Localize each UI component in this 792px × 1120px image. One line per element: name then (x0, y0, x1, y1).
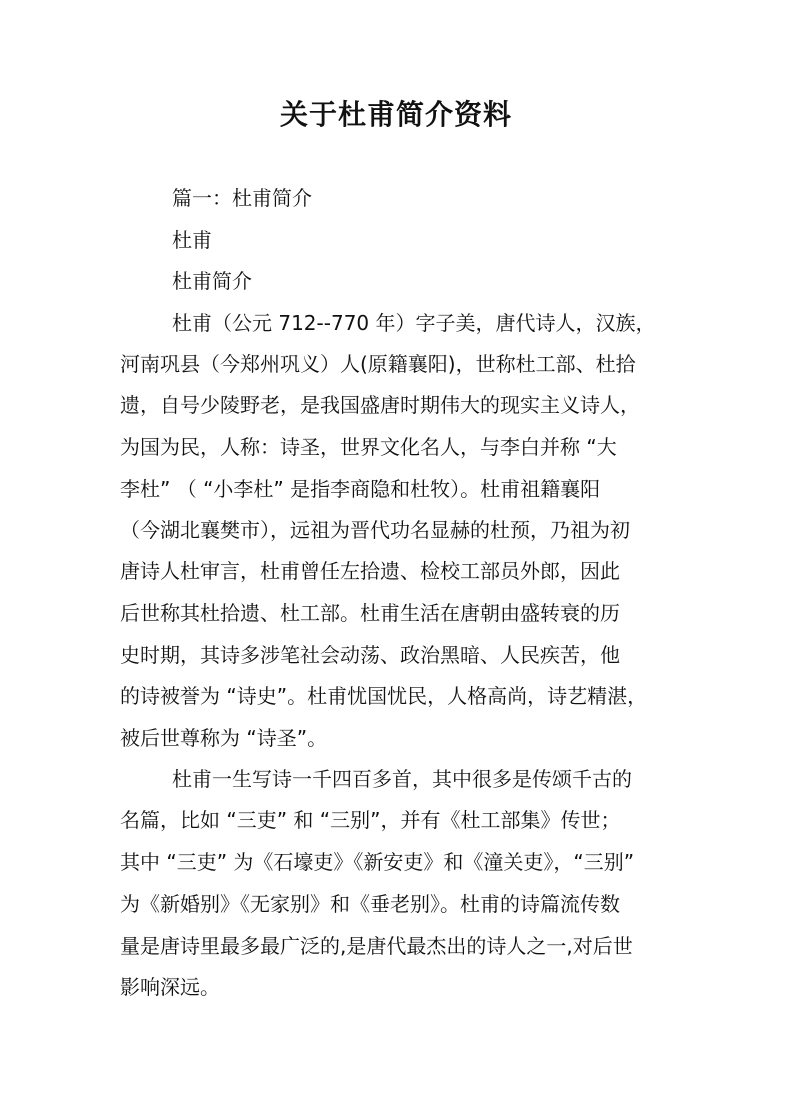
paragraph-line: （今湖北襄樊市），远祖为晋代功名显赫的杜预，乃祖为初 (120, 518, 630, 542)
paragraph-line: 量是唐诗里最多最广泛的,是唐代最杰出的诗人之一,对后世 (120, 934, 633, 958)
paragraph-line: 李杜” （ “小李杜” 是指李商隐和杜牧）。杜甫祖籍襄阳 (120, 477, 601, 501)
paragraph-line: 为《新婚别》《无家别》和《垂老别》。杜甫的诗篇流传数 (120, 892, 620, 916)
paragraph-line: 名篇，比如 “三吏” 和 “三别”，并有《杜工部集》传世； (120, 808, 621, 832)
paragraph-line: 遗，自号少陵野老，是我国盛唐时期伟大的现实主义诗人， (120, 393, 640, 417)
paragraph-line: 被后世尊称为 “诗圣”。 (120, 726, 328, 750)
paragraph-line: 后世称其杜拾遗、杜工部。杜甫生活在唐朝由盛转衰的历 (120, 601, 620, 625)
paragraph-line: 影响深远。 (120, 975, 220, 999)
paragraph-line: 杜甫一生写诗一千四百多首，其中很多是传颂千古的 (172, 767, 632, 791)
subheading-intro: 杜甫简介 (172, 269, 252, 293)
paragraph-line: 为国为民，人称：诗圣，世界文化名人，与李白并称 “大 (120, 435, 617, 459)
paragraph-line: 唐诗人杜审言，杜甫曾任左拾遗、检校工部员外郎，因此 (120, 559, 620, 583)
section-heading: 篇一：杜甫简介 (172, 186, 312, 210)
paragraph-line: 其中 “三吏” 为《石壕吏》《新安吏》和《潼关吏》，“三别” (120, 850, 635, 874)
paragraph-line: 的诗被誉为 “诗史”。杜甫忧国忧民，人格高尚，诗艺精湛， (120, 684, 648, 708)
subheading-name: 杜甫 (172, 228, 212, 252)
paragraph-line: 河南巩县（今郑州巩义）人(原籍襄阳)，世称杜工部、杜拾 (120, 352, 636, 376)
paragraph-line: 史时期，其诗多涉笔社会动荡、政治黑暗、人民疾苦，他 (120, 643, 620, 667)
document-title: 关于杜甫简介资料 (279, 98, 512, 131)
paragraph-line: 杜甫（公元 712--770 年）字子美，唐代诗人，汉族， (172, 311, 656, 335)
